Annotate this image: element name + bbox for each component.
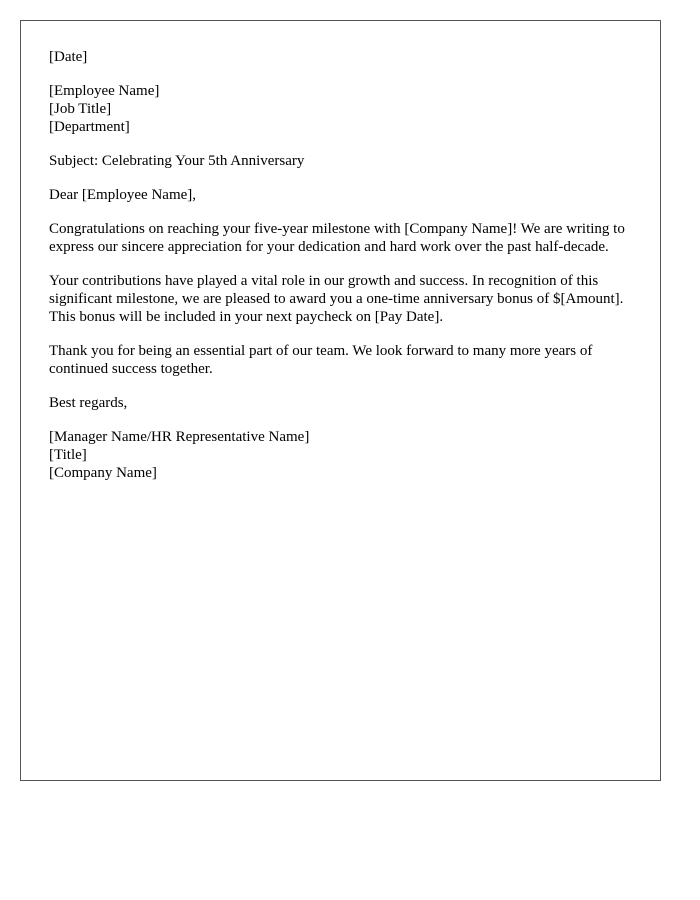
closing: Best regards, xyxy=(49,395,128,411)
subject-line: Subject: Celebrating Your 5th Anniversary xyxy=(49,153,305,169)
salutation: Dear [Employee Name], xyxy=(49,187,197,203)
signature-title: [Title] xyxy=(49,447,87,463)
body-paragraph-2: Your contributions have played a vital role in our growth and success. In recognition of this significant milestone, we are pleased to award you a one-time anniversary bonus of $[Amount]. This bonus will be included in your next paycheck on [Pay Date]. xyxy=(49,273,624,325)
recipient-department: [Department] xyxy=(49,119,130,135)
recipient-block xyxy=(49,82,632,136)
body-paragraph-1: Congratulations on reaching your five-year milestone with [Company Name]! We are writing to express our sincere appreciation for your dedication and hard work over the past half-decade. xyxy=(49,221,625,255)
signature-block xyxy=(49,428,632,482)
letter-date: [Date] xyxy=(49,49,88,65)
body-paragraph-3: Thank you for being an essential part of our team. We look forward to many more years of continued success together. xyxy=(49,343,593,377)
recipient-name: [Employee Name] xyxy=(49,83,160,99)
letter-page xyxy=(20,20,661,781)
signature-company: [Company Name] xyxy=(49,465,157,481)
recipient-job-title: [Job Title] xyxy=(49,101,112,117)
signature-name: [Manager Name/HR Representative Name] xyxy=(49,429,310,445)
